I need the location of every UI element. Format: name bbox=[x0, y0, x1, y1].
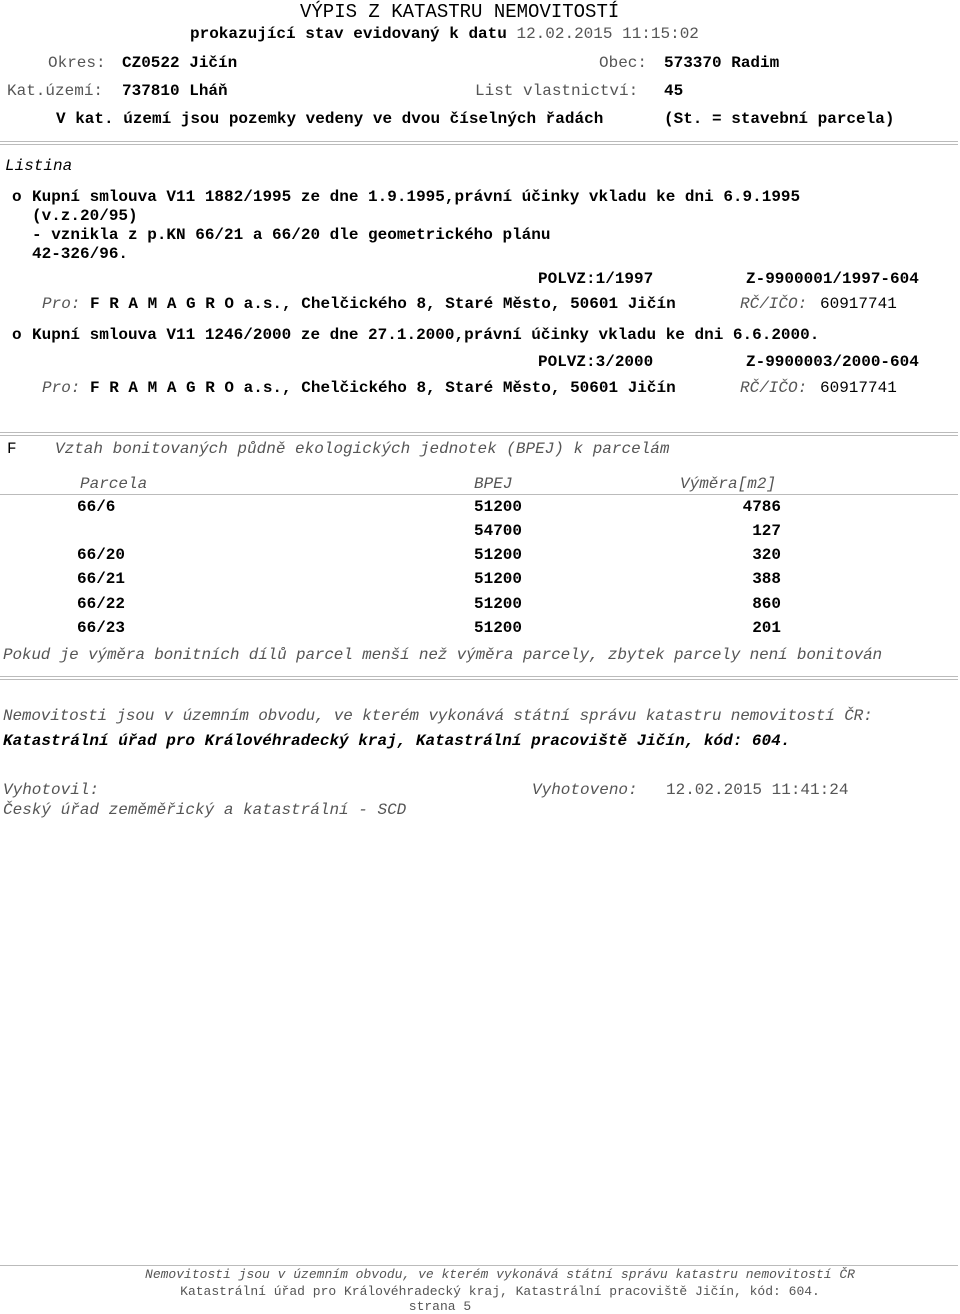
obec-value: 573370 Radim bbox=[664, 54, 780, 72]
divider bbox=[0, 494, 958, 495]
table-row bbox=[0, 596, 960, 616]
bpej-heading: Vztah bonitovaných půdně ekologických jednotek (BPEJ) k parcelám bbox=[55, 440, 670, 458]
bpej-cell: 54700 bbox=[474, 522, 523, 540]
table-row bbox=[0, 499, 960, 519]
bullet-icon: o bbox=[12, 326, 22, 344]
vyhotoveno-value: 12.02.2015 11:41:24 bbox=[666, 781, 849, 799]
footer-divider bbox=[0, 1265, 958, 1266]
footer-line: Katastrální úřad pro Královéhradecký kraj, Katastrální pracoviště Jičín, kód: 604. bbox=[180, 1284, 820, 1299]
listina-entry-line: Kupní smlouva V11 1882/1995 ze dne 1.9.1995,právní účinky vkladu ke dni 6.9.1995 bbox=[32, 188, 801, 206]
parcela-cell: 66/23 bbox=[77, 619, 126, 637]
vyhotovil-value: Český úřad zeměměřický a katastrální - SCD bbox=[3, 801, 407, 819]
footer-line: Nemovitosti jsou v územním obvodu, ve kterém vykonává státní správu katastru nemovitostí ČR bbox=[145, 1267, 855, 1282]
pro-value: F R A M A G R O a.s., Chelčického 8, Staré Město, 50601 Jičín bbox=[90, 379, 676, 397]
parcela-cell: 66/21 bbox=[77, 570, 126, 588]
lv-value: 45 bbox=[664, 82, 684, 100]
section-heading-listina: Listina bbox=[5, 157, 73, 175]
rc-value: 60917741 bbox=[820, 379, 897, 397]
listina-entry-line: - vznikla z p.KN 66/21 a 66/20 dle geometrického plánu bbox=[32, 226, 551, 244]
cadastral-note: V kat. území jsou pozemky vedeny ve dvou číselných řadách bbox=[56, 110, 604, 128]
bpej-cell: 51200 bbox=[474, 570, 523, 588]
z-ref: Z-9900003/2000-604 bbox=[746, 353, 919, 371]
polvz-ref: POLVZ:1/1997 bbox=[538, 270, 654, 288]
vyhotovil-label: Vyhotovil: bbox=[3, 781, 100, 799]
table-row bbox=[0, 523, 960, 543]
document-subtitle: prokazující stav evidovaný k datu 12.02.2015 11:15:02 bbox=[190, 25, 699, 43]
rc-value: 60917741 bbox=[820, 295, 897, 313]
document-title: VÝPIS Z KATASTRU NEMOVITOSTÍ bbox=[300, 1, 620, 23]
column-header-vymera: Výměra[m2] bbox=[680, 475, 777, 493]
bpej-cell: 51200 bbox=[474, 498, 523, 516]
z-ref: Z-9900001/1997-604 bbox=[746, 270, 919, 288]
listina-entry-line: 42-326/96. bbox=[32, 245, 129, 263]
divider bbox=[0, 141, 958, 145]
vymera-cell: 201 bbox=[752, 619, 781, 637]
table-row bbox=[0, 547, 960, 567]
table-row bbox=[0, 571, 960, 591]
table-row bbox=[0, 620, 960, 640]
bpej-note: Pokud je výměra bonitních dílů parcel menší než výměra parcely, zbytek parcely není bonitován bbox=[3, 646, 882, 664]
divider bbox=[0, 676, 958, 680]
office-name: Katastrální úřad pro Královéhradecký kraj, Katastrální pracoviště Jičín, kód: 604. bbox=[3, 732, 791, 750]
bpej-cell: 51200 bbox=[474, 619, 523, 637]
bpej-cell: 51200 bbox=[474, 546, 523, 564]
polvz-ref: POLVZ:3/2000 bbox=[538, 353, 654, 371]
subtitle-date: 12.02.2015 11:15:02 bbox=[516, 25, 699, 43]
office-line: Nemovitosti jsou v územním obvodu, ve kterém vykonává státní správu katastru nemovitostí ČR: bbox=[3, 707, 873, 725]
column-header-bpej: BPEJ bbox=[474, 475, 513, 493]
katuzemi-value: 737810 Lháň bbox=[122, 82, 228, 100]
section-letter: F bbox=[7, 440, 17, 458]
obec-label: Obec: bbox=[599, 54, 648, 72]
okres-label: Okres: bbox=[48, 54, 106, 72]
bpej-cell: 51200 bbox=[474, 595, 523, 613]
rc-label: RČ/IČO: bbox=[740, 379, 808, 397]
vymera-cell: 4786 bbox=[742, 498, 781, 516]
vyhotoveno-label: Vyhotoveno: bbox=[532, 781, 638, 799]
vymera-cell: 127 bbox=[752, 522, 781, 540]
rc-label: RČ/IČO: bbox=[740, 295, 808, 313]
pro-value: F R A M A G R O a.s., Chelčického 8, Staré Město, 50601 Jičín bbox=[90, 295, 676, 313]
divider bbox=[0, 432, 958, 436]
lv-label: List vlastnictví: bbox=[475, 82, 639, 100]
parcela-cell: 66/20 bbox=[77, 546, 126, 564]
bullet-icon: o bbox=[12, 188, 22, 206]
pro-label: Pro: bbox=[42, 379, 81, 397]
listina-entry-line: (v.z.20/95) bbox=[32, 207, 138, 225]
cadastral-note-right: (St. = stavební parcela) bbox=[664, 110, 895, 128]
column-header-parcela: Parcela bbox=[80, 475, 148, 493]
parcela-cell: 66/22 bbox=[77, 595, 126, 613]
listina-entry-line: Kupní smlouva V11 1246/2000 ze dne 27.1.2000,právní účinky vkladu ke dni 6.6.2000. bbox=[32, 326, 820, 344]
okres-value: CZ0522 Jičín bbox=[122, 54, 238, 72]
page-number: strana 5 bbox=[408, 1299, 472, 1314]
vymera-cell: 388 bbox=[752, 570, 781, 588]
vymera-cell: 320 bbox=[752, 546, 781, 564]
parcela-cell: 66/6 bbox=[77, 498, 116, 516]
vymera-cell: 860 bbox=[752, 595, 781, 613]
pro-label: Pro: bbox=[42, 295, 81, 313]
katuzemi-label: Kat.území: bbox=[7, 82, 104, 100]
